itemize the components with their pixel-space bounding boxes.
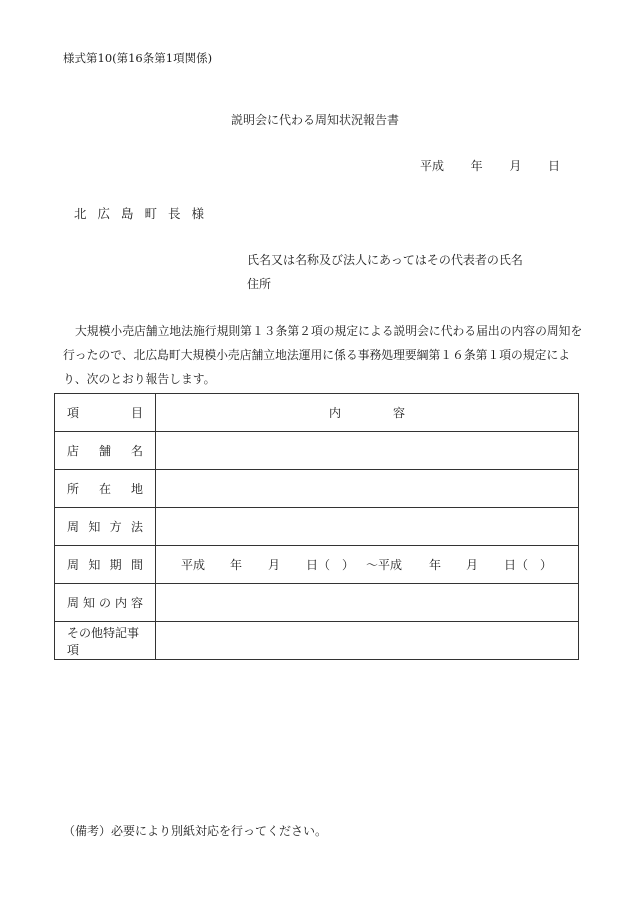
table-row bbox=[55, 584, 579, 622]
date-month: 月 bbox=[509, 159, 522, 173]
row-label-other bbox=[55, 622, 156, 660]
label-char: 容 bbox=[130, 596, 143, 610]
period-end-year: 年 bbox=[429, 558, 442, 572]
period-start-era: 平成 bbox=[181, 558, 206, 572]
row-label-period bbox=[55, 546, 156, 584]
report-table bbox=[54, 393, 579, 660]
location-field[interactable] bbox=[156, 470, 579, 508]
table-row bbox=[55, 622, 579, 660]
label-char: 地 bbox=[130, 482, 143, 496]
notice-content-field[interactable] bbox=[156, 584, 579, 622]
period-end-day: 日（ ） bbox=[504, 558, 553, 572]
date-line bbox=[420, 157, 560, 174]
label-char: 在 bbox=[98, 482, 111, 496]
label-char: 期 bbox=[109, 558, 122, 572]
table-row bbox=[55, 432, 579, 470]
submitter-address-label: 住所 bbox=[247, 277, 272, 291]
notice-method-field[interactable] bbox=[156, 508, 579, 546]
remarks: （備考）必要により別紙対応を行ってください。 bbox=[63, 824, 328, 838]
date-day: 日 bbox=[547, 159, 560, 173]
label-char: 店 bbox=[67, 444, 80, 458]
label-char: の bbox=[98, 596, 111, 610]
header-content-char: 内 bbox=[328, 406, 341, 420]
row-label-content bbox=[55, 584, 156, 622]
body-paragraph bbox=[63, 319, 583, 391]
body-text: 大規模小売店舗立地法施行規則第１３条第２項の規定による説明会に代わる届出の内容の周知を行ったので、北広島町大規模小売店舗立地法運用に係る事務処理要綱第１６条第１項の規定により、次のとおり報告します。 bbox=[63, 324, 583, 386]
table-row bbox=[55, 508, 579, 546]
document-title: 説明会に代わる周知状況報告書 bbox=[230, 113, 399, 127]
label-text: その他特記事項 bbox=[67, 625, 140, 657]
row-label-store-name bbox=[55, 432, 156, 470]
period-end-era: ～平成 bbox=[366, 558, 403, 572]
row-label-method bbox=[55, 508, 156, 546]
submitter-name-label: 氏名又は名称及び法人にあってはその代表者の氏名 bbox=[247, 253, 523, 267]
label-char: 法 bbox=[130, 520, 143, 534]
header-content-cell bbox=[156, 394, 579, 432]
header-item-cell bbox=[55, 394, 156, 432]
label-char: 所 bbox=[67, 482, 80, 496]
label-char: 周 bbox=[67, 558, 80, 572]
date-era: 平成 bbox=[420, 159, 445, 173]
table-row bbox=[55, 470, 579, 508]
header-content-char: 容 bbox=[393, 406, 406, 420]
row-label-location bbox=[55, 470, 156, 508]
period-start-day: 日（ ） bbox=[306, 558, 355, 572]
notice-period-field[interactable] bbox=[156, 546, 579, 584]
table-row bbox=[55, 546, 579, 584]
store-name-field[interactable] bbox=[156, 432, 579, 470]
addressee: 北広島町長様 bbox=[74, 206, 216, 221]
label-char: 間 bbox=[130, 558, 143, 572]
label-char: 知 bbox=[82, 596, 95, 610]
header-item-char: 目 bbox=[130, 406, 143, 420]
label-char: 周 bbox=[67, 520, 80, 534]
period-start-year: 年 bbox=[230, 558, 243, 572]
other-notes-field[interactable] bbox=[156, 622, 579, 660]
table-header-row bbox=[55, 394, 579, 432]
date-year: 年 bbox=[470, 159, 483, 173]
header-item-char: 項 bbox=[67, 406, 80, 420]
label-char: 名 bbox=[130, 444, 143, 458]
label-char: 内 bbox=[114, 596, 127, 610]
label-char: 知 bbox=[88, 558, 101, 572]
label-char: 舗 bbox=[98, 444, 111, 458]
label-char: 知 bbox=[88, 520, 101, 534]
label-char: 周 bbox=[67, 596, 80, 610]
label-char: 方 bbox=[109, 520, 122, 534]
period-end-month: 月 bbox=[466, 558, 479, 572]
period-start-month: 月 bbox=[268, 558, 281, 572]
form-number: 様式第10(第16条第1項関係) bbox=[63, 51, 213, 65]
